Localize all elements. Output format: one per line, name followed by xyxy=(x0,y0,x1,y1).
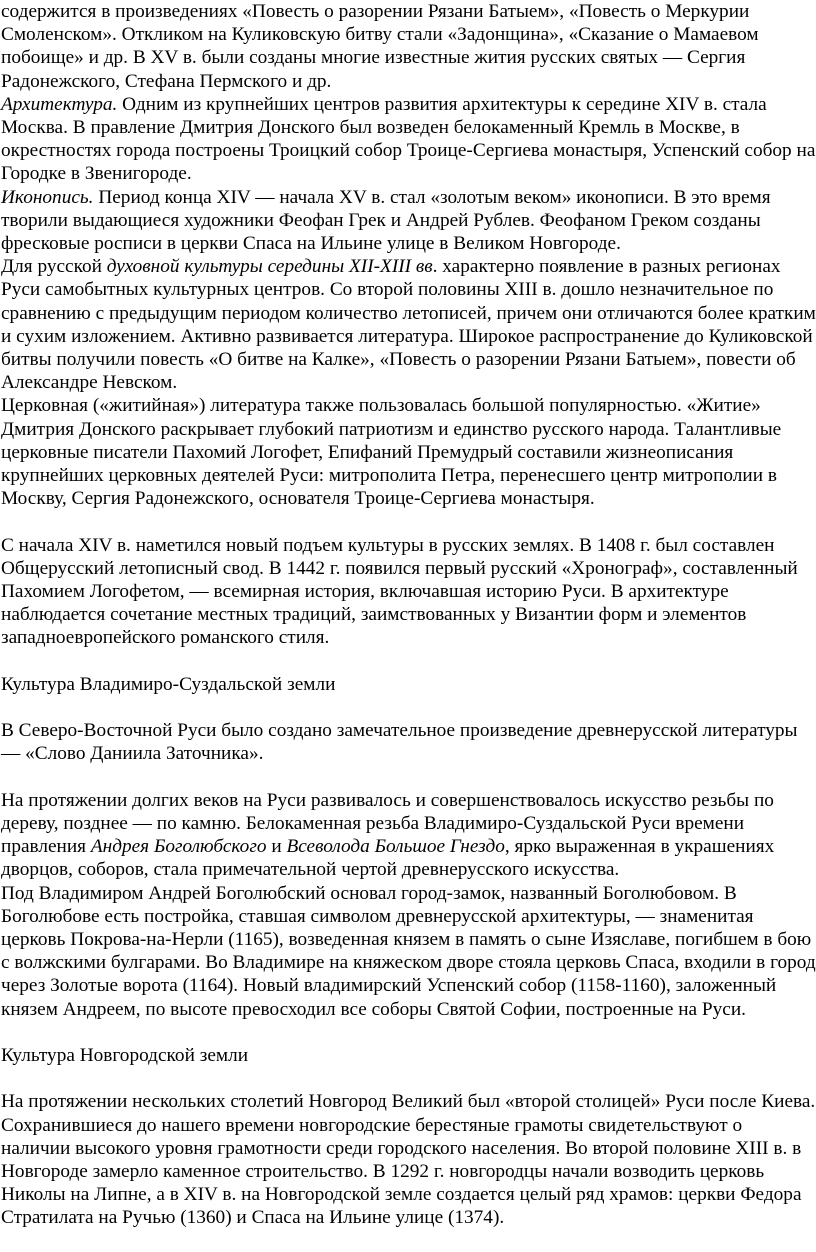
paragraph-text: Период конца XIV — начала XV в. стал «золотым веком» иконописи. В это время творили выдающиеся художники Феофан Грек и Андрей Рублев. Феофаном Греком созданы фресковые росписи в церкви Спаса на Ильине улице в Великом Новгороде. xyxy=(1,186,771,255)
paragraph-spacer xyxy=(1,696,816,719)
paragraph-text: В Северо-Восточной Руси было создано замечательное произведение древнерусской литературы — «Слово Даниила Заточника». xyxy=(1,720,798,765)
paragraph-spiritual-culture xyxy=(1,255,816,394)
paragraph-text: и xyxy=(266,836,287,858)
paragraph-text: Одним из крупнейших центров развития архитектуры к середине XIV в. стала Москва. В правление Дмитрия Донского был возведен белокаменный Кремль в Москве, в окрестностях города построены Троицкий собор Троице-Сергиева монастыря, Успенский собор на Городке в Звенигороде. xyxy=(1,93,816,185)
paragraph-novgorod xyxy=(1,1090,816,1229)
paragraph-text: С начала XIV в. наметился новый подъем культуры в русских землях. В 1408 г. был составлен Общерусский летописный свод. В 1442 г. появился первый русский «Хронограф», составленный Пахомием Логофетом, — всемирная история, включавшая историю Руси. В архитектуре наблюдается сочетание местных традиций, заимствованных у Византии форм и элементов западноевропейского романского стиля. xyxy=(1,534,798,649)
paragraph-daniil-zatochnik xyxy=(1,719,816,765)
paragraph-text: , ярко выраженная в украшениях дворцов, соборов, стала примечательной чертой древнерусского искусства. xyxy=(1,836,775,881)
paragraph-text: Для русской xyxy=(1,256,107,278)
paragraph-architecture xyxy=(1,93,816,186)
paragraph-italic-name: Андрея Боголюбского xyxy=(90,836,267,858)
paragraph-text: На протяжении нескольких столетий Новгород Великий был «второй столицей» Руси после Киева. Сохранившиеся до нашего времени новгородские берестяные грамоты свидетельствуют о наличии высокого уровня грамотности среди городского населения. Во второй половине XIII в. в Новгороде замерло каменное строительство. В 1292 г. новгородцы начали возводить церковь Николы на Липне, а в XIV в. на Новгородской земле создается целый ряд храмов: церкви Федора Стратилата на Ручью (1360) и Спаса на Ильине улице (1374). xyxy=(1,1091,816,1229)
paragraph-icon-painting xyxy=(1,186,816,256)
section-heading-vladimir-suzdal xyxy=(1,673,816,696)
paragraph-carving xyxy=(1,789,816,882)
paragraph-spacer xyxy=(1,1021,816,1044)
section-heading-novgorod xyxy=(1,1044,816,1067)
paragraph-spacer xyxy=(1,650,816,673)
paragraph-lead-italic: Архитектура. xyxy=(1,93,118,115)
paragraph-text: Под Владимиром Андрей Боголюбский основал город-замок, названный Боголюбовом. В Боголюбове есть постройка, ставшая символом древнерусской архитектуры, — знаменитая церковь Покрова-на-Нерли (1165), возведенная князем в память о сыне Изяславе, погибшем в бою с волжскими булгарами. Во Владимире на княжеском дворе стояла церковь Спаса, входили в город через Золотые ворота (1164). Новый владимирский Успенский собор (1158-1160), заложенный князем Андреем, по высоте превосходил все соборы Святой Софии, построенные на Руси. xyxy=(1,882,816,1020)
paragraph-spacer xyxy=(1,510,816,533)
paragraph-literature-continued xyxy=(1,0,816,93)
paragraph-italic-phrase: духовной культуры середины XII-XIII вв xyxy=(106,256,433,278)
paragraph-text: содержится в произведениях «Повесть о разорении Рязани Батыем», «Повесть о Меркурии Смоленском». Откликом на Куликовскую битву стали «Задонщина», «Сказание о Мамаевом побоище» и др. В XV в. были созданы многие известные жития русских святых — Сергия Радонежского, Стефана Пермского и др. xyxy=(1,1,759,92)
paragraph-spacer xyxy=(1,1067,816,1090)
paragraph-lead-italic: Иконопись. xyxy=(1,186,94,208)
paragraph-text: . характерно появление в разных регионах Руси самобытных культурных центров. Со второй половины XIII в. дошло незначительное по сравнению с предыдущим периодом количество летописей, причем они отличаются более кратким и сухим изложением. Активно развивается литература. Широкое распространение до Куликовской битвы получили повесть «О битве на Калке», «Повесть о разорении Рязани Батыем», повести об Александре Невском. xyxy=(1,256,816,394)
paragraph-text: На протяжении долгих веков на Руси развивалось и совершенствовалось искусство резьбы по дереву, позднее — по камню. Белокаменная резьба Владимиро-Суздальской Руси времени правления xyxy=(1,789,774,858)
paragraph-xiv-century xyxy=(1,534,816,650)
paragraph-text: Церковная («житийная») литература также пользовалась большой популярностью. «Житие» Дмитрия Донского раскрывает глубокий патриотизм и единство русского народа. Талантливые церковные писатели Пахомий Логофет, Епифаний Премудрый составили жизнеописания крупнейших церковных деятелей Руси: митрополита Петра, перенесшего центр митрополии в Москву, Сергия Радонежского, основателя Троице-Сергиева монастыря. xyxy=(1,395,782,510)
heading-text: Культура Владимиро-Суздальской земли xyxy=(1,673,336,695)
paragraph-spacer xyxy=(1,766,816,789)
heading-text: Культура Новгородской земли xyxy=(1,1045,249,1067)
paragraph-italic-name: Всеволода Большое Гнездо xyxy=(286,836,505,858)
paragraph-bogolyubovo xyxy=(1,882,816,1021)
paragraph-church-literature xyxy=(1,394,816,510)
